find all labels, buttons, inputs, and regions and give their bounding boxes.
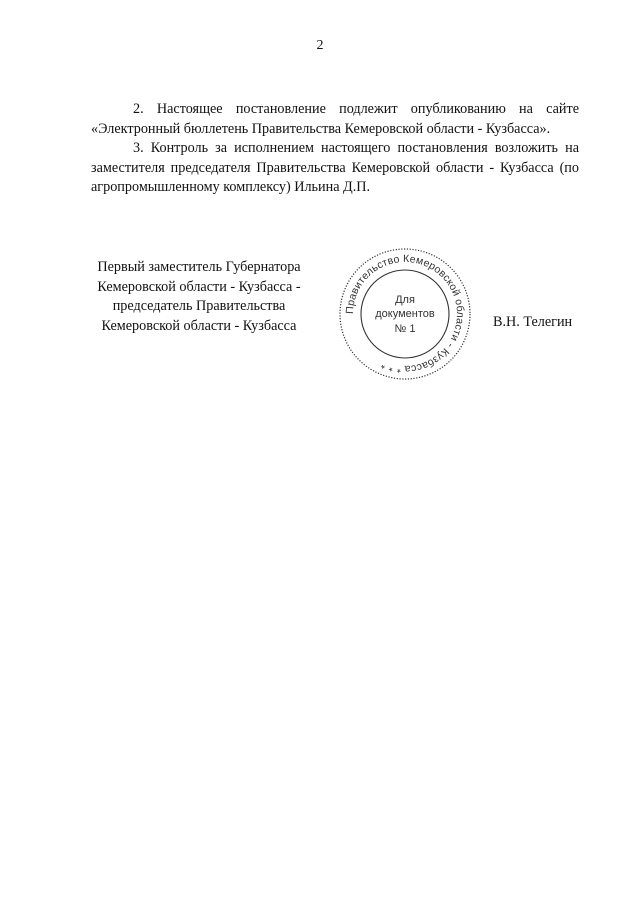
page-number: 2 [316,38,324,53]
signer-name: В.Н. Телегин [493,314,573,330]
body-text [91,100,579,198]
signer-position [84,258,314,336]
seal-ring-text: Правительство Кемеровской области - Кузбасса * * * [343,252,467,376]
signer-position-line: Первый заместитель Губернатора [97,259,301,275]
official-seal-stamp [337,246,473,382]
paragraph-publication: 2. Настоящее постановление подлежит опубликованию на сайте «Электронный бюллетень Правительства Кемеровской области - Кузбасса». [91,101,579,137]
signer-position-line: Кемеровской области - Кузбасса [101,317,297,334]
paragraph-control: 3. Контроль за исполнением настоящего постановления возложить на заместителя председателя Правительства Кемеровской области - Кузбасса (по агропромышленному комплексу) Ильина Д.П. [91,140,579,195]
signer-position-line: председатель Правительства [112,298,286,314]
seal-center-line: Для [395,294,415,306]
seal-center-line: № 1 [394,323,416,335]
signer-position-line: Кемеровской области - Кузбасса - [97,278,301,295]
seal-center-line: документов [375,308,435,320]
